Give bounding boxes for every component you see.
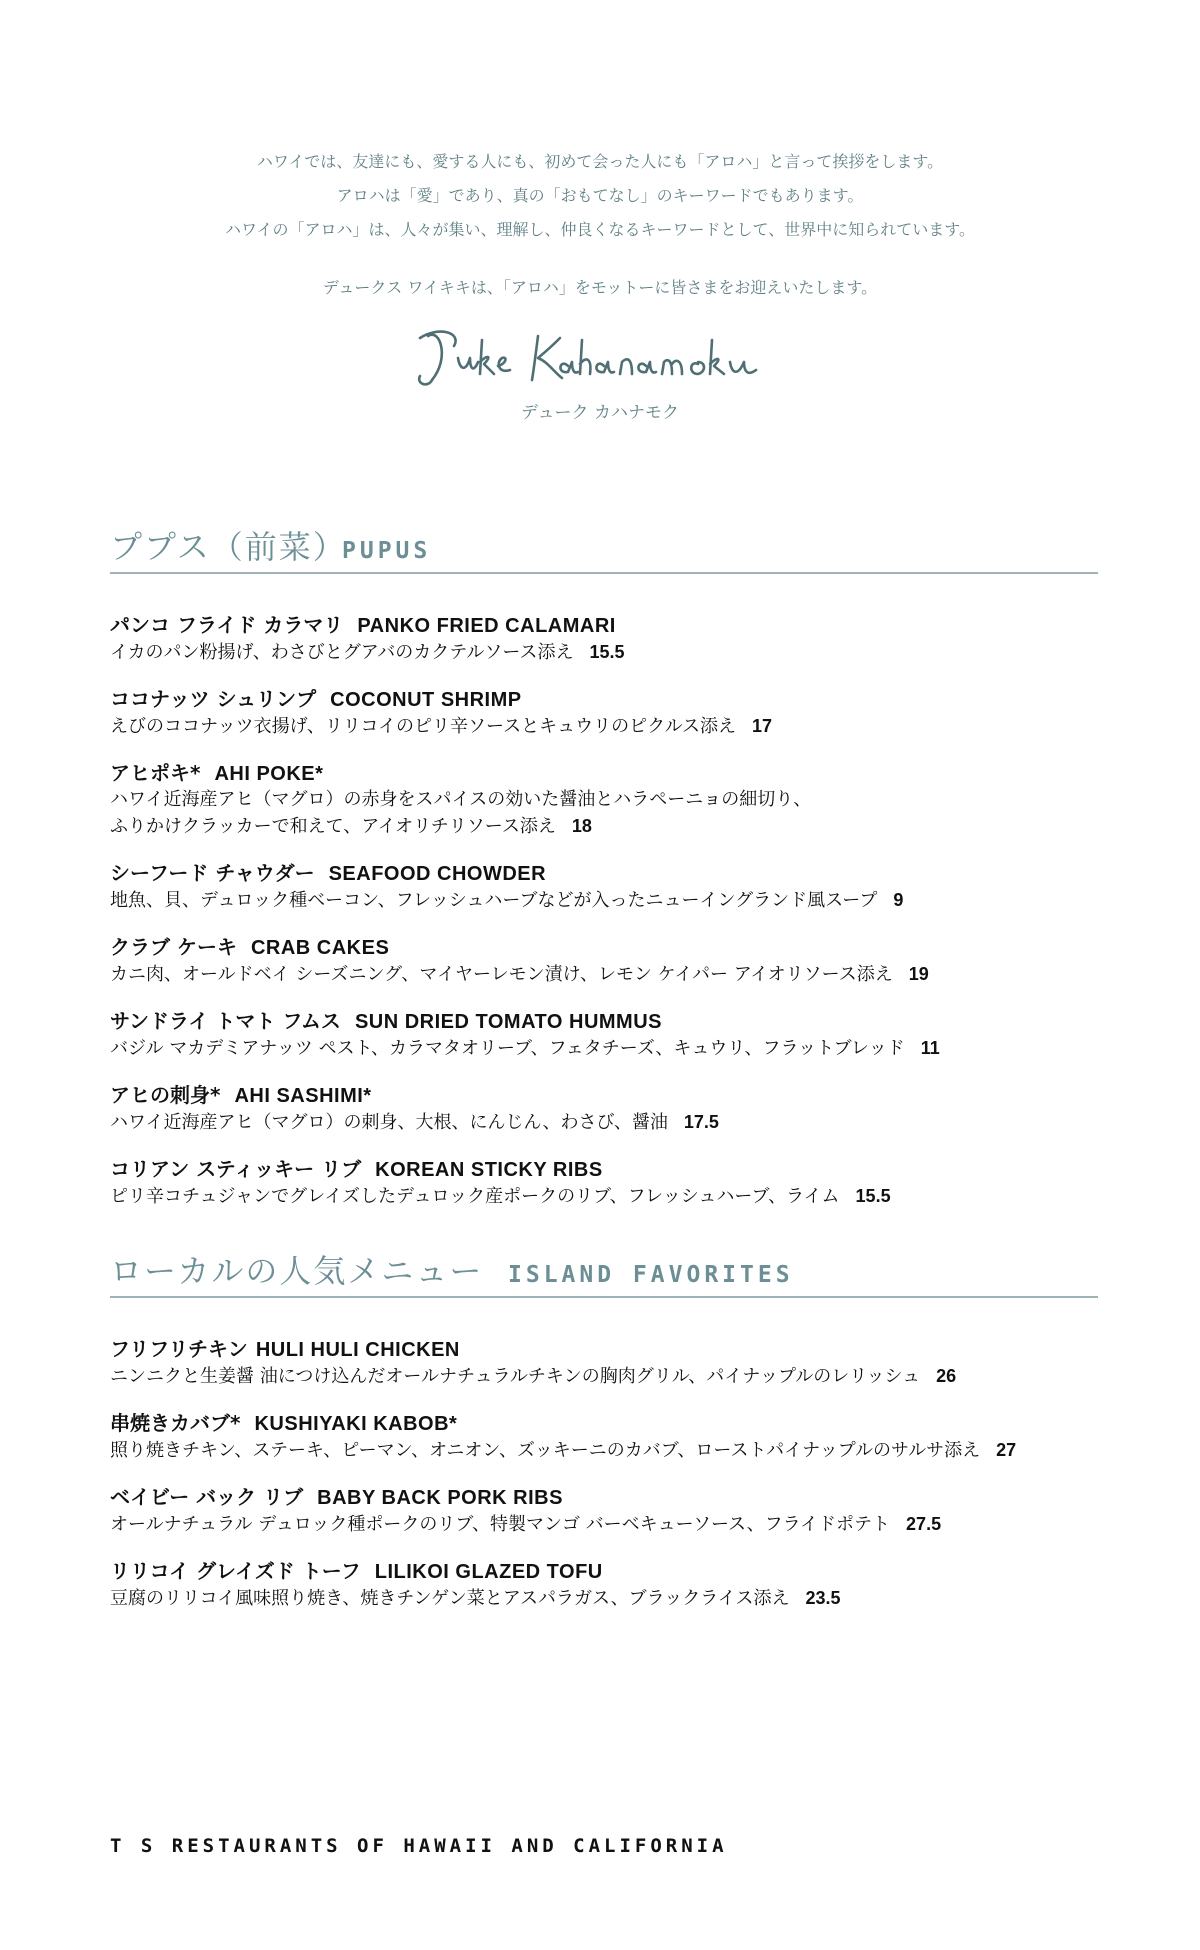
item-name-jp: パンコ フライド カラマリ (110, 613, 344, 637)
item-price: 18 (571, 816, 592, 836)
item-price: 15.5 (589, 642, 625, 662)
item-name-jp: サンドライ トマト フムス (110, 1009, 341, 1033)
item-description: イカのパン粉揚げ、わさびとグアバのカクテルソース添え (110, 642, 574, 663)
signature-image (410, 318, 800, 398)
item-price: 17 (752, 716, 773, 736)
intro-text (0, 145, 1200, 305)
item-name-jp: コリアン スティッキー リブ (110, 1157, 362, 1181)
item-name-jp: 串焼きカバブ* (110, 1411, 241, 1435)
item-price: 27 (996, 1440, 1017, 1460)
item-price: 15.5 (855, 1186, 891, 1206)
item-description: ハワイ近海産アヒ（マグロ）の刺身、大根、にんじん、わさび、醤油 (110, 1112, 668, 1133)
item-price: 19 (908, 964, 929, 984)
item-description: ニンニクと生姜醤 油につけ込んだオールナチュラルチキンの胸肉グリル、パイナップルのレリッシュ (110, 1366, 921, 1387)
item-description: ピリ辛コチュジャンでグレイズしたデュロック産ポークのリブ、フレッシュハーブ、ライム (110, 1186, 840, 1207)
item-description: ふりかけクラッカーで和えて、アイオリチリソース添え (110, 816, 556, 837)
menu-item (110, 1558, 1098, 1612)
item-price: 17.5 (683, 1112, 719, 1132)
menu-item (110, 1410, 1098, 1464)
item-price: 23.5 (805, 1588, 841, 1608)
item-name-en: PANKO FRIED CALAMARI (357, 615, 616, 637)
pupus-section (110, 528, 1098, 1230)
item-name-jp: シーフード チャウダー (110, 861, 315, 885)
item-name-en: KUSHIYAKI KABOB* (254, 1413, 458, 1435)
item-description: バジル マカデミアナッツ ペスト、カラマタオリーブ、フェタチーズ、キュウリ、フラットブレッド (110, 1038, 905, 1059)
item-price: 27.5 (906, 1514, 942, 1534)
item-name-jp: ベイビー バック リブ (110, 1485, 304, 1509)
section-title-jp: ローカルの人気メニュー (110, 1252, 484, 1290)
item-description: 豆腐のリリコイ風味照り焼き、焼きチンゲン菜とアスパラガス、ブラックライス添え (110, 1588, 790, 1609)
item-name-en: LILIKOI GLAZED TOFU (374, 1561, 603, 1583)
item-name-en: COCONUT SHRIMP (330, 689, 522, 711)
item-name-en: BABY BACK PORK RIBS (317, 1487, 563, 1509)
item-name-en: SEAFOOD CHOWDER (328, 863, 547, 885)
item-name-en: AHI SASHIMI* (234, 1085, 372, 1107)
favorites-section (110, 1252, 1098, 1632)
footer-text: T S RESTAURANTS OF HAWAII AND CALIFORNIA (110, 1835, 728, 1857)
item-name-en: KOREAN STICKY RIBS (375, 1159, 603, 1181)
item-name-jp: アヒの刺身* (110, 1083, 221, 1107)
item-description: えびのココナッツ衣揚げ、リリコイのピリ辛ソースとキュウリのピクルス添え (110, 716, 737, 737)
item-price: 11 (920, 1038, 940, 1058)
item-name-jp: アヒポキ* (110, 761, 201, 785)
menu-item (110, 760, 1098, 840)
menu-list (110, 612, 1098, 1210)
section-title-jp: ププス（前菜） (110, 528, 347, 566)
section-header (110, 528, 1098, 574)
item-description: カニ肉、オールドベイ シーズニング、マイヤーレモン漬け、レモン ケイパー アイオリソース添え (110, 964, 893, 985)
item-name-jp: リリコイ グレイズド トーフ (110, 1559, 361, 1583)
item-name-jp: ココナッツ シュリンプ (110, 687, 317, 711)
intro-motto: デュークス ワイキキは、「アロハ」をモットーに皆さまをお迎えいたします。 (322, 278, 878, 297)
item-price: 9 (893, 890, 904, 910)
item-price: 26 (936, 1366, 957, 1386)
section-title-en: ISLAND FAVORITES (508, 1262, 794, 1288)
menu-item (110, 1484, 1098, 1538)
item-description: ハワイ近海産アヒ（マグロ）の赤身をスパイスの効いた醤油とハラペーニョの細切り、 (110, 789, 812, 810)
intro-line: アロハは「愛」であり、真の「おもてなし」のキーワードでもあります。 (336, 186, 864, 205)
menu-item (110, 612, 1098, 666)
menu-item (110, 1336, 1098, 1390)
section-title-en: PUPUS (342, 538, 432, 564)
intro-line: ハワイの「アロハ」は、人々が集い、理解し、仲良くなるキーワードとして、世界中に知られています。 (225, 220, 975, 239)
section-header (110, 1252, 1098, 1298)
menu-item (110, 860, 1098, 914)
item-name-en: SUN DRIED TOMATO HUMMUS (354, 1011, 662, 1033)
menu-item (110, 686, 1098, 740)
item-description: 地魚、貝、デュロック種ベーコン、フレッシュハーブなどが入ったニューイングランド風スープ (110, 890, 878, 911)
intro-line: ハワイでは、友達にも、愛する人にも、初めて会った人にも「アロハ」と言って挨拶をします。 (256, 152, 944, 171)
item-name-jp: クラブ ケーキ (110, 935, 237, 959)
menu-item (110, 1008, 1098, 1062)
menu-list (110, 1336, 1098, 1612)
item-name-en: CRAB CAKES (250, 937, 390, 959)
item-name-en: AHI POKE* (214, 763, 324, 785)
menu-item (110, 1082, 1098, 1136)
signature-caption: デューク カハナモク (521, 403, 679, 423)
item-name-en: HULI HULI CHICKEN (255, 1339, 460, 1361)
item-name-jp: フリフリチキン (110, 1337, 248, 1361)
item-description: オールナチュラル デュロック種ポークのリブ、特製マンゴ バーベキューソース、フライドポテト (110, 1514, 891, 1535)
item-description: 照り焼きチキン、ステーキ、ピーマン、オニオン、ズッキーニのカバブ、ローストパイナップルのサルサ添え (110, 1440, 981, 1461)
menu-item (110, 934, 1098, 988)
menu-item (110, 1156, 1098, 1210)
